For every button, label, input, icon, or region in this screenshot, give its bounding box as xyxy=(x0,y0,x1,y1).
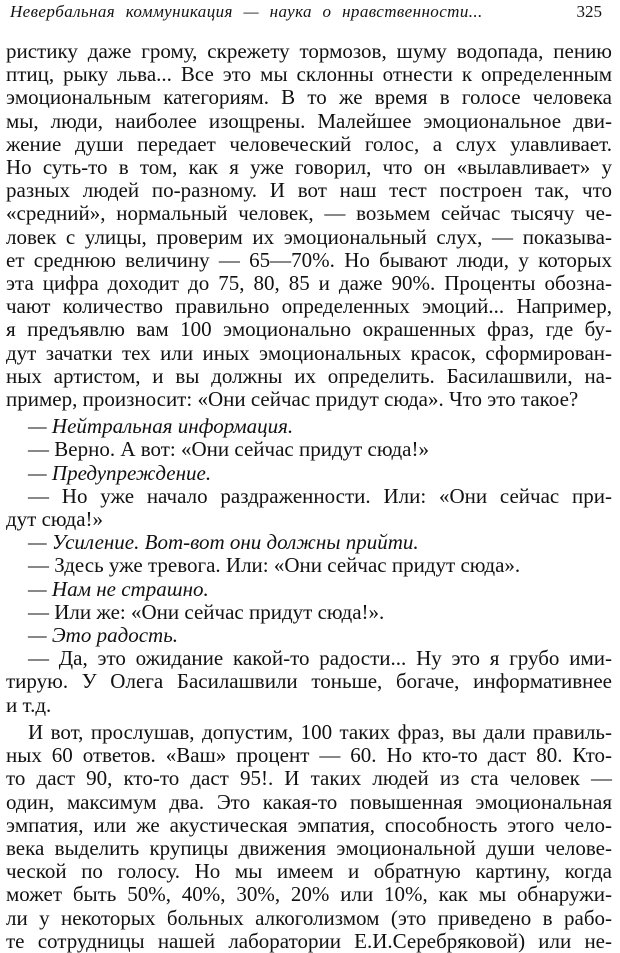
dialogue-line: — Верно. А вот: «Они сейчас придут сюда!» xyxy=(28,437,429,462)
main-text xyxy=(6,40,612,953)
text-line: жение души передает человеческий голос, а слух улавливает. xyxy=(6,131,612,156)
text-line: ческой по голосу. Но мы имеем и обратную картину, когда xyxy=(6,859,612,884)
text-line: ловек с улицы, проверим их эмоциональный слух, — показыва- xyxy=(6,224,612,249)
running-title: Невербальная коммуникация — наука о нравственности... xyxy=(10,2,483,21)
dialogue-line: — Усиление. Вот-вот они должны прийти. xyxy=(28,530,419,555)
text-line: века выделить крупицы движения эмоциональной души челове- xyxy=(6,835,612,860)
text-line: птиц, рыку льва... Все это мы склонны отнести к определенным xyxy=(6,62,612,87)
text-line: И вот, прослушав, допустим, 100 таких фраз, вы дали правиль- xyxy=(28,719,612,744)
page-number: 325 xyxy=(576,2,602,21)
text-line: ных 60 ответов. «Ваш» процент — 60. Но кто-то даст 80. Кто- xyxy=(6,743,612,768)
text-line: разных людей по-разному. И вот наш тест построен так, что xyxy=(6,178,612,203)
text-line: эта цифра доходит до 75, 80, 85 и даже 90%. Проценты обозна- xyxy=(6,271,612,296)
text-line: пример, произносит: «Они сейчас придут сюда». Что это такое? xyxy=(6,387,579,412)
text-line: «средний», нормальный человек, — возьмем сейчас тысячу че- xyxy=(6,201,612,226)
text-line: я предъявлю вам 100 эмоционально окрашенных фраз, где бу- xyxy=(6,317,612,342)
dialogue-line: — Предупреждение. xyxy=(28,460,212,485)
text-line: ных артистом, и вы должны их определить. Басилашвили, на- xyxy=(6,363,612,388)
dialogue-line: дут сюда!» xyxy=(6,507,104,532)
text-line: Но суть-то в том, как я уже говорил, что он «вылавливает» у xyxy=(6,155,612,180)
dialogue-line: — Здесь уже тревога. Или: «Они сейчас придут сюда». xyxy=(28,553,521,578)
running-header xyxy=(10,2,602,28)
text-line: дут зачатки тех или иных эмоциональных красок, сформирован- xyxy=(6,340,612,365)
text-line: чают количество правильно определенных эмоций... Например, xyxy=(6,294,612,319)
text-line: один, максимум два. Это какая-то повышенная эмоциональная xyxy=(6,789,612,814)
text-line: эмоциональным категориям. В то же время в голосе человека xyxy=(6,85,612,110)
dialogue-line: — Или же: «Они сейчас придут сюда!». xyxy=(28,599,385,624)
text-line: может быть 50%, 40%, 30%, 20% или 10%, как мы обнаружи- xyxy=(6,882,612,907)
dialogue-line: — Это радость. xyxy=(28,623,179,648)
dialogue-line: тирую. У Олега Басилашвили тоньше, богаче, информативнее xyxy=(6,669,612,694)
text-line: то даст 90, кто-то даст 95!. И таких людей из ста человек — xyxy=(6,766,612,791)
dialogue-line: — Но уже начало раздраженности. Или: «Они сейчас при- xyxy=(28,483,612,508)
text-line: ет среднюю величину — 65—70%. Но бывают люди, у которых xyxy=(6,247,612,272)
text-line: ристику даже грому, скрежету тормозов, шуму водопада, пению xyxy=(6,39,612,63)
dialogue-line: — Нейтральная информация. xyxy=(28,414,294,439)
text-line: эмпатия, или же акустическая эмпатия, способность этого чело- xyxy=(6,812,612,837)
dialogue-line: — Нам не страшно. xyxy=(28,576,209,601)
dialogue-line: и т.д. xyxy=(6,692,52,717)
dialogue-line: — Да, это ожидание какой-то радости... Ну это я грубо ими- xyxy=(28,646,612,671)
text-line: те сотрудницы нашей лаборатории Е.И.Серебряковой) или не- xyxy=(6,928,612,953)
text-line: мы, люди, наиболее изощрены. Малейшее эмоциональное дви- xyxy=(6,108,612,133)
text-line: ли у некоторых больных алкоголизмом (это приведено в рабо- xyxy=(6,905,612,930)
